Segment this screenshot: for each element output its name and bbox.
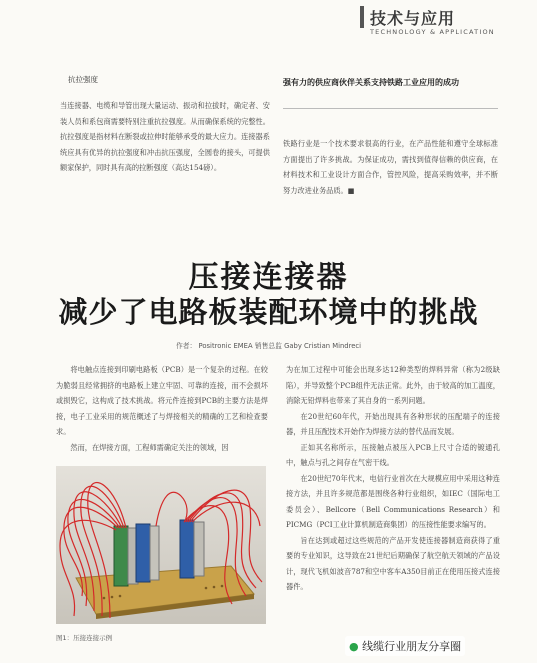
body-paragraph: 将电触点连接到印刷电路板（PCB）是一个复杂的过程。在较为脆弱且经常拥挤的电路板上建立牢固、可靠的连接，而不会损坏或损毁它，这构成了技术挑战。将元件连接到PCB的主要方法是焊接，电子工业采用的规范概述了与焊接相关的精确的工艺和检查要求。 — [56, 365, 268, 436]
body-paragraph: 为在加工过程中可能会出现多达12种类型的焊料异常（称为2级缺陷），并导致整个PCB组件无法正常。此外，由于较高的加工温度，消除无铅焊料也带来了其自身的一系列问题。 — [286, 365, 500, 405]
green-connector — [114, 526, 128, 586]
connector-shell-mid — [150, 526, 159, 580]
blue-connector-1 — [136, 524, 150, 582]
tensile-paragraph: 当连接器、电缆和导管出现大量运动、振动和拉拔时，确定者、安装人员和系包商需要特别注重抗拉强度。从而确保系统的完整性。抗拉强度是指材料在断裂或拉伸时能够承受的最大应力。连接器系统应具有优异的抗拉强度和冲击抗压强度，全圆卷的接头，可提供额家保护，同时具有高的拉断强度（高达154磅）。 — [60, 101, 270, 172]
connector-shell-right — [194, 522, 204, 576]
watermark-text: 线缆行业朋友分享圈 — [362, 640, 462, 653]
connector-photo — [56, 466, 266, 624]
body-paragraph: 在20世纪70年代末，电信行业首次在大规模应用中采用这种连接方法，并且许多规范都是围绕各种行业组织，如IEC（国际电工委员会）、Bellcore（Bell Communications Research）和PICMG（PCI工业计算机制造商集团）的压接性能要求编写的。 — [286, 473, 500, 529]
body-paragraph: 在20世纪60年代，开始出现具有各种形状的压配端子的连接器，并且压配技术开始作为焊接方法的替代品而发展。 — [286, 411, 500, 436]
wechat-icon: ● — [349, 640, 359, 653]
left-body-column — [56, 362, 268, 462]
watermark — [345, 636, 465, 656]
section-title: 技术与应用 — [370, 9, 456, 28]
section-subtitle: TECHNOLOGY & APPLICATION — [370, 28, 495, 36]
tensile-heading: 抗拉强度 — [68, 75, 98, 84]
supplier-paragraph: 铁路行业是一个技术要求很高的行业，在产品性能和遵守全球标准方面提出了许多挑战。为保证成功，需找到值得信赖的供应商，在材料技术和工业设计方面合作，管控风险，提高采购效率，并不断努力改进业务品质。■ — [283, 139, 498, 195]
body-paragraph: 旨在达到或超过这些规范的产品开发使连接器制造商获得了重要的专业知识，这导致在21世纪后期确保了航空航天领域的产品设计，现代飞机如波音787和空中客车A350目前正在使用压接式连接器件。 — [286, 535, 500, 591]
figure-caption: 图1：压接连接示例 — [56, 634, 113, 642]
connector-illustration — [56, 466, 266, 624]
article-title-line2: 减少了电路板装配环境中的挑战 — [58, 295, 479, 329]
body-paragraph: 正如其名称所示，压接触点被压入PCB上尺寸合适的镀通孔中，触点与孔之间存在气密干线。 — [286, 442, 500, 467]
blue-connector-2 — [180, 520, 194, 578]
body-paragraph: 然而，在焊接方面，工程师需确定关注的领域，因 — [70, 442, 229, 452]
section-header — [360, 4, 537, 38]
article-author: 作者： Positronic EMEA 销售总监 Gaby Cristian Mindreci — [175, 342, 362, 350]
header-accent-bar — [360, 6, 364, 28]
right-body-column — [286, 362, 500, 654]
column-divider — [283, 108, 498, 109]
article-title-line1: 压接连接器 — [188, 260, 349, 295]
supplier-heading: 强有力的供应商伙伴关系支持铁路工业应用的成功 — [283, 78, 459, 87]
